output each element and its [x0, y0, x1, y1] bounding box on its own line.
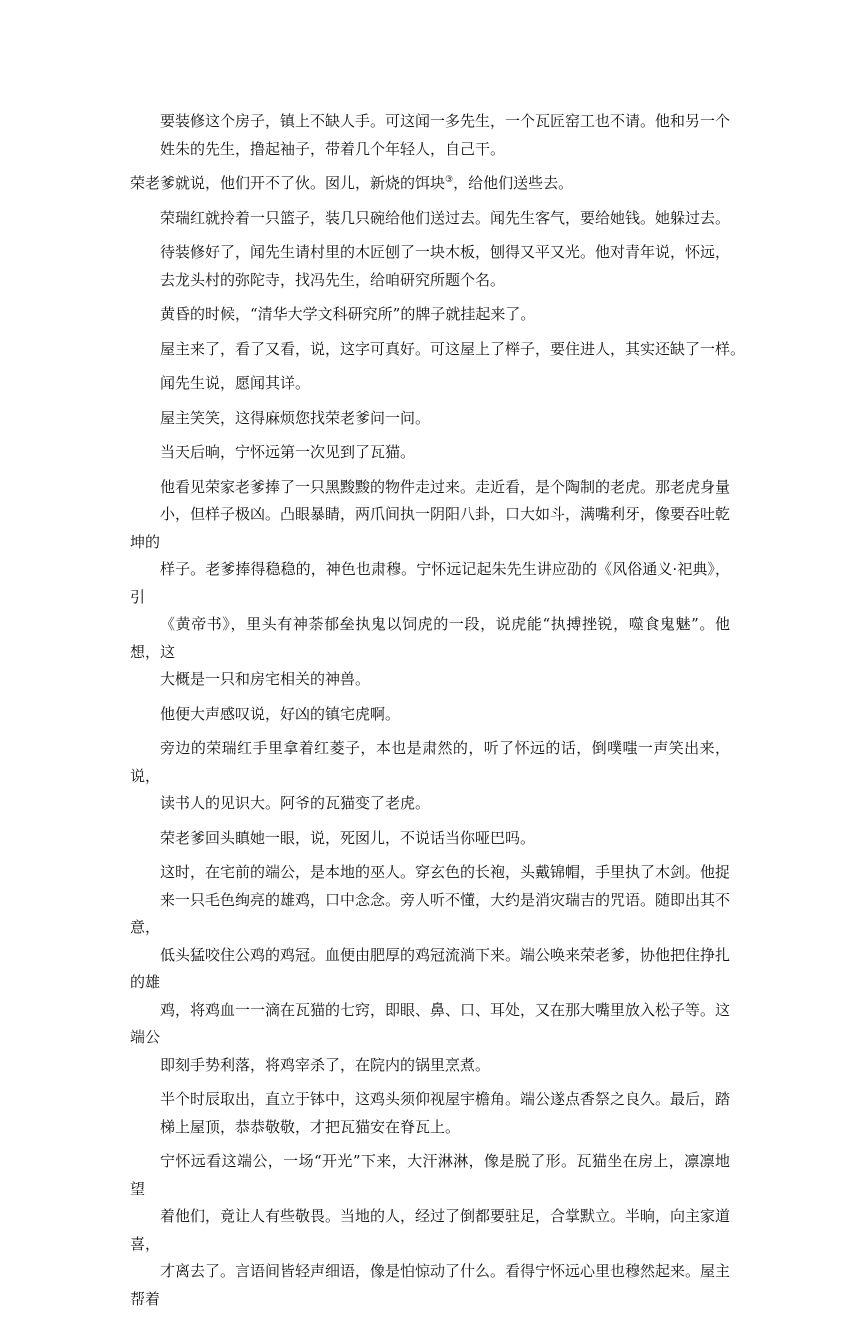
paragraph-4: [130, 239, 730, 294]
footnote-marker: ③: [445, 175, 454, 185]
paragraph-7: 闻先生说，愿闻其详。: [160, 374, 311, 392]
paragraph-15: [130, 1086, 730, 1141]
paragraph-line: 《黄帝书》，里头有神荼郁垒执鬼以饲虎的一段，说虎能“执搏挫锐，噬食鬼魅”。他想，这: [130, 615, 730, 661]
paragraph-line: 低头猛咬住公鸡的鸡冠。血便由肥厚的鸡冠流淌下来。端公唤来荣老爹，协他把住挣扎的雄: [130, 945, 731, 991]
paragraph-16: [130, 1148, 730, 1313]
paragraph-5: 黄昏的时候，“清华大学文科研究所”的牌子就挂起来了。: [160, 305, 536, 323]
paragraph-line: 鸡，将鸡血一一滴在瓦猫的七窍，即眼、鼻、口、耳处，又在那大嘴里放入松子等。这端公: [130, 1000, 731, 1046]
paragraph-12: [130, 735, 730, 818]
paragraph-line: 待装修好了，闻先生请村里的木匠刨了一块木板，刨得又平又光。他对青年说，怀远，: [160, 243, 731, 261]
paragraph-line: 姓朱的先生，撸起袖子，带着几个年轻人，自己干。: [160, 139, 506, 158]
paragraph-line: 要装修这个房子，镇上不缺人手。可这闻一多先生，一个瓦匠窑工也不请。他和另一个: [160, 112, 731, 130]
paragraph-line: 旁边的荣瑞红手里拿着红菱子，本也是肃然的，听了怀远的话，倒噗嗤一声笑出来，说，: [130, 739, 730, 785]
paragraph-line: 他看见荣家老爹捧了一只黑黢黢的物件走过来。走近看，是个陶制的老虎。那老虎身量: [160, 477, 731, 496]
paragraph-line: 梯上屋顶，恭恭敬敬，才把瓦猫安在脊瓦上。: [160, 1117, 461, 1136]
paragraph-14: [130, 859, 730, 1079]
paragraph-6: 屋主来了，看了又看，说，这字可真好。可这屋上了榉子，要住进人，其实还缺了一样。: [160, 339, 746, 358]
paragraph-9: 当天后晌，宁怀远第一次见到了瓦猫。: [160, 443, 416, 461]
paragraph-3: 荣瑞红就拎着一只篮子，装几只碗给他们送过去。闻先生客气，要给她钱。她躲过去。: [160, 208, 731, 227]
paragraph-line: 着他们，竟让人有些敬畏。当地的人，经过了倒都要驻足，合掌默立。半晌，向主家道喜，: [130, 1207, 731, 1253]
paragraph-line: 样子。老爹捧得稳稳的，神色也肃穆。宁怀远记起朱先生讲应劭的《风俗通义·祀典》，引: [130, 560, 730, 606]
paragraph-line: 才离去了。言语间皆轻声细语，像是怕惊动了什么。看得宁怀远心里也穆然起来。屋主帮着: [130, 1262, 731, 1308]
paragraph-11: 他便大声感叹说，好凶的镇宅虎啊。: [160, 704, 401, 723]
paragraph-line: 即刻手势利落，将鸡宰杀了，在院内的锅里烹煮。: [160, 1055, 491, 1074]
paragraph-line: 来一只毛色绚亮的雄鸡，口中念念。旁人听不懂，大约是消灾瑞吉的咒语。随即出其不意，: [130, 890, 731, 936]
paragraph-10: [130, 474, 730, 694]
paragraph-line: 这时，在宅前的端公，是本地的巫人。穿玄色的长袍，头戴锦帽，手里执了木剑。他捉: [160, 863, 731, 881]
document-page: [130, 108, 746, 1320]
paragraph-line: 半个时辰取出，直立于钵中，这鸡头须仰视屋宇檐角。端公遂点香祭之良久。最后，踏: [160, 1090, 731, 1108]
paragraph-text: ，给他们送些去。: [453, 174, 574, 192]
paragraph-line: 小，但样子极凶。凸眼暴睛，两爪间执一阴阳八卦，口大如斗，满嘴利牙，像要吞吐乾坤的: [130, 505, 731, 551]
paragraph-line: 宁怀远看这端公，一场“开光”下来，大汗淋淋，像是脱了形。瓦猫坐在房上，凛凛地望: [130, 1152, 730, 1198]
paragraph-1: [130, 108, 730, 163]
paragraph-line: 大概是一只和房宅相关的神兽。: [160, 670, 371, 688]
paragraph-8: 屋主笑笑，这得麻烦您找荣老爹问一问。: [160, 408, 431, 427]
paragraph-2: [130, 170, 730, 198]
paragraph-text: 荣老爹就说，他们开不了伙。囡儿，新烧的饵块: [130, 174, 446, 192]
paragraph-13: 荣老爹回头瞋她一眼，说，死囡儿，不说话当你哑巴吗。: [160, 828, 536, 847]
paragraph-line: 去龙头村的弥陀寺，找冯先生，给咱研究所题个名。: [160, 270, 506, 289]
paragraph-line: 读书人的见识大。阿爷的瓦猫变了老虎。: [160, 794, 431, 812]
